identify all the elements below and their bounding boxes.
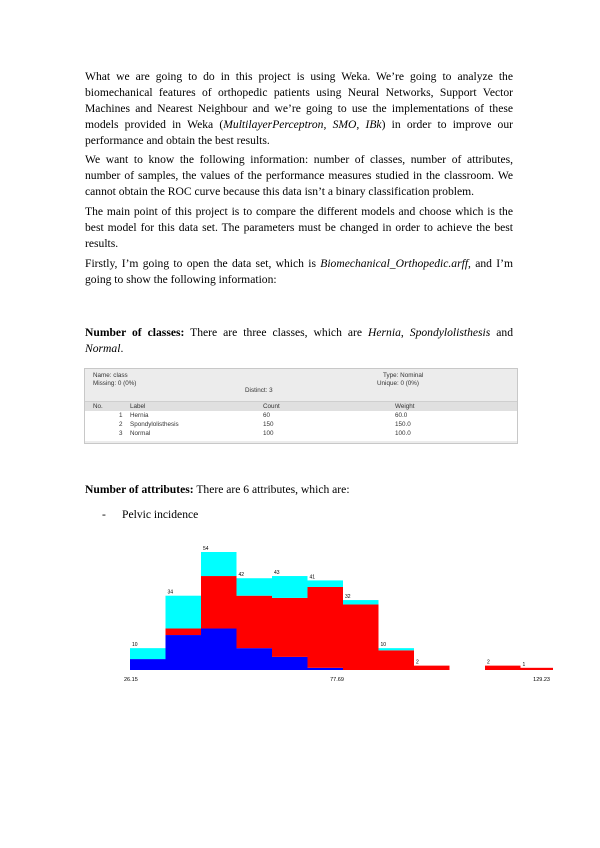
weka-unique: Unique: 0 (0%) [377,380,419,387]
histogram-bar-label: 10 [132,642,138,649]
histogram-bar-spondylolisthesis [343,604,379,670]
info-paragraph: We want to know the following information: number of classes, number of attributes, number of samples, the values of the performance measures studied in the classroom. We cannot obtain the ROC curve because this data isn’t a binary classification problem. [85,153,513,198]
row-weight: 150.0 [395,421,411,428]
header-weight: Weight [395,403,415,410]
histogram-bar-label: 43 [274,570,280,577]
weka-table-body [85,411,517,441]
histogram-bar-label: 1 [522,661,526,668]
histogram-bar-spondylolisthesis [414,666,450,670]
histogram-bar-label: 34 [167,589,174,596]
row-count: 150 [263,421,274,428]
attributes-label: Number of attributes: [85,483,194,496]
histogram-bar-normal [166,596,202,629]
histogram-bar-normal [237,578,273,595]
table-row[interactable] [85,430,517,439]
histogram-bar-hernia [308,668,344,670]
goal-paragraph: The main point of this project is to compare the different models and choose which is the best model for this data set. The parameters must be changed in order to achieve the best results. [85,205,513,250]
histogram-bar-spondylolisthesis [308,587,344,668]
attributes-text: There are 6 attributes, which are: [193,483,350,496]
intro-text-b: ) in order to improve our performance and obtain the best results. [85,118,513,147]
histogram-bar-label: 42 [238,572,245,579]
histogram-bar-spondylolisthesis [237,596,273,648]
weka-missing: Missing: 0 (0%) [93,380,137,387]
header-no: No. [93,403,103,410]
class-normal: Normal [85,342,121,355]
classes-paragraph [85,325,513,357]
row-weight: 100.0 [395,430,411,437]
row-label: Normal [130,430,151,437]
attributes-paragraph [85,482,513,498]
classes-sep-2: and [490,326,514,339]
header-count: Count [263,403,280,410]
dataset-paragraph [85,256,513,288]
bullet-dash: - [102,508,106,521]
weka-distinct: Distinct: 3 [245,387,273,394]
class-hernia: Hernia [368,326,401,339]
histogram-bar-label: 41 [309,574,316,581]
histogram-bar-normal [201,552,237,576]
histogram-bar-spondylolisthesis [272,598,308,657]
histogram-bar-hernia [166,635,202,670]
histogram-bar-spondylolisthesis [485,666,521,670]
row-weight: 60.0 [395,412,408,419]
classes-text: There are three classes, which are [184,326,369,339]
histogram-bar-normal [308,580,344,587]
pelvic-incidence-histogram [122,533,553,685]
histogram-bar-hernia [201,628,237,670]
table-row[interactable] [85,412,517,421]
histogram-bar-normal [272,576,308,598]
row-no: 3 [119,430,123,437]
row-label: Spondylolisthesis [130,421,179,428]
x-tick-label: 26.15 [124,677,138,683]
row-no: 2 [119,421,123,428]
weka-class-panel [84,368,518,444]
histogram-bar-hernia [237,648,273,670]
histogram-bar-spondylolisthesis [521,668,554,670]
intro-text-a: What we are going to do in this project is using Weka. We’re going to analyze the biomechanical features of orthopedic patients using Neural Networks, Support Vector Machines and Nearest Neighbour and we’re going to use the implementations of these models provided in Weka ( [85,70,513,131]
dataset-text-a: Firstly, I’m going to open the data set, which is [85,257,321,270]
histogram-bar-label: 10 [380,642,387,649]
x-tick-label: 129.23 [533,677,550,683]
histogram-bar-spondylolisthesis [201,576,237,628]
header-label: Label [130,403,146,410]
weka-name: Name: class [93,372,128,379]
histogram-bar-normal [130,648,166,659]
histogram-bar-label: 54 [203,546,209,552]
histogram-bar-spondylolisthesis [166,628,202,635]
histogram-bar-hernia [272,657,308,670]
histogram-bar-label: 2 [416,659,419,666]
histogram-bar-label: 2 [487,659,490,666]
row-count: 60 [263,412,271,419]
class-spondylolisthesis: Spondylolisthesis [409,326,491,339]
x-tick-label: 77.69 [330,677,344,683]
histogram-bar-hernia [130,659,166,670]
classes-sep-1: , [400,326,410,339]
histogram-bar-label: 32 [345,594,351,601]
intro-models-italic: MultilayerPerceptron, SMO, IBk [223,118,382,131]
row-count: 100 [263,430,274,437]
histogram-bar-normal [379,648,415,650]
row-label: Hernia [130,412,149,419]
intro-paragraph [85,69,513,149]
histogram-bar-normal [343,600,379,604]
dataset-text-b: , and I’m going to show the following information: [85,257,513,286]
classes-end: . [120,342,124,355]
histogram-bar-spondylolisthesis [379,650,415,670]
weka-type: Type: Nominal [383,372,424,379]
classes-label: Number of classes: [85,326,185,339]
table-row[interactable] [85,421,517,430]
dataset-filename: Biomechanical_Orthopedic.arff [320,257,469,270]
attribute-pelvic-incidence: Pelvic incidence [122,508,199,521]
row-no: 1 [119,412,123,419]
